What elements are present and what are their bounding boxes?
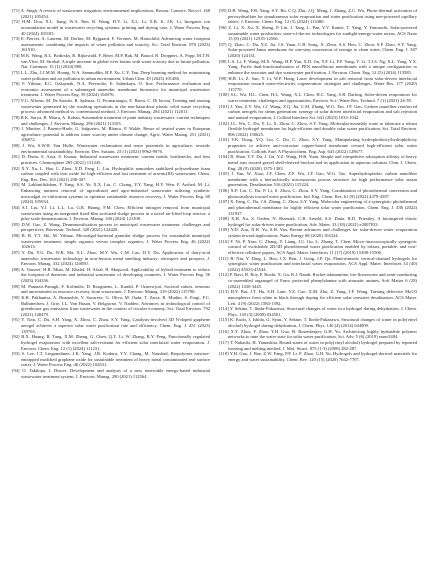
reference-entry: [86] B. B. Y.T. Shi, M. Yilmaz, Microalgal-bacterial granular sludge process for sustainable municipal wastewater treatment: simple organics versus complex organics, J. Water Process Eng. 46 (2022) 102613.: [12, 233, 210, 250]
reference-entry: [108] X.H. Xu, S. Ozden, N. Bizmark, C.B. Arnold, S.S. Datta, R.D. Priestley, A bioinspired elastic hydrogel for solar-driven water purification, Adv. Mater. 33 (18) (2021) e2007833.: [219, 216, 417, 227]
reference-entry: [110] F. Ni, P. Xiao, C. Zhang, Y. Liang, J.C. Gu, L. Zhang, T. Chen, Micro-/macroscopically synergetic control of switchable 2D/3D photothermal water purification enabled by robust, portable, and cost-effective cellulose papers, ACS Appl. Mater. Interfaces 11 (17) (2019) 15498-15506.: [219, 238, 417, 255]
reference-entry: [117] T. Nakaoki, H. Yamashita, Bound states of water in poly(vinyl alcohol) hydrogel prepared by repeated freezing and melting method, J. Mol. Struct. 875 (1-3) (2008) 282-287.: [219, 339, 417, 351]
reference-entry: [106] X.P. Liu, C. Du, P. Li, S. Zhou, C. Zhou, S.Y. Yang, Combination of photothermal conversion and photocatalysis toward water purification, Ind. Eng. Chem. Res. 61 (9) (2022) 4379-4387.: [219, 188, 417, 199]
reference-entry: [101] J. Yan, Z.Y. Wu, J.J. Wang, Z.Q. Jia, C.M. Zhang, W.G. Tao, J.F. Gao, Carbon nanofiber reinforced carbon aerogels for steam generation: synergy of solar driven interfacial evaporation and salt rejection and natural evaporation, J. Colloid Interface Sci. 641 (2023) 1033-1042.: [219, 103, 417, 120]
reference-entry: [109] Y.D. Zou, N.H. Yu, S.H. Yan, Recent advances and challenges for solar-driven water evaporation system toward applications, Nano Energy 68 (2020) 104324.: [219, 227, 417, 238]
reference-entry: [114] Y. Sekine, T. Ikeda-Fukazawa, Structural changes of water in a hydrogel during dehydration, J. Chem. Phys. 130 (3) (2009) 034501.: [219, 306, 417, 317]
reference-entry: [100] S.L. Wu, H.L. Chen, H.L. Wang, X.L. Chen, H.C. Yang, S.B. Darling, Solar-driven evaporators for water treatment: challenges and opportunities, Environ. Sci.: Water Res. Technol. 7 (1) (2021) 24-39.: [219, 92, 417, 103]
reference-entry: [76] F. Yilmaz, E.C. Ozkaynak, N.A. Pereiroliz, E. Sahinkaya, O. Itoe, Performance evaluation and economic assessment of a submerged anaerobic membrane bioreactor for municipal wastewater treatment, J. Water Process Eng. 59 (2024) 104976.: [12, 81, 210, 98]
reference-entry: [107] X. Fang, C. Du, J.S. Zhang, C. Zhou, S.Y. Yang, Molecular engineering of a synergistic photothermal and photothermal membrane for highly efficient solar water purification, Chem. Eng. J. 436 (2022) 131937.: [219, 199, 417, 216]
reference-entry: [118] Y.H. Guo, J. Bae, Z.W. Fang, P.P. Li, F. Zhao, G.H. Yu, Hydrogels and hydrogel-derived materials for energy and water sustainability, Chem. Rev. 120 (15) (2020) 7642-7707.: [219, 351, 417, 362]
reference-entry: [116] X.Y. Zhou, F. Zhao, Y.H. Guo, B. Rosenberger, G.H. Yu, Architecting highly hydratable polymer networks to tune the water state for solar water purification, Sci. Adv. 5 (6) (2019) eaaw5484.: [219, 328, 417, 340]
reference-entry: [85] D.W. Gao, Z. Wang, Deammonification process in municipal wastewater treatment: challenges and perspectives, Bioresour. Technol. 320 (2021) 124420.: [12, 221, 210, 233]
reference-entry: [102] J.L. Wu, C. Du, Y. Li, X. Zhou, C. Zhou, S.Y. Yang, Molecular-assembly route to fabricate a robust flexible hydrogel membrane for high-efficient and durable solar water purification, Sci. Total Environ. 806 (2022) 150625.: [219, 120, 417, 137]
reference-entry: [103] Y.K. Dong, Y.Q. Liu, C. Du, C. Zhou, S.Y. Yang, Manipulating hydrophobicity/hydrophilicity properties to achieve anti-corrosion copper-based membrane toward high-efficient solar water purification, Colloids Surf. A Physicochem. Eng. Asp. 643 (2022) 128677.: [219, 137, 417, 154]
reference-entry: [81] D. Dutta, S. Arya, S. Kumar, Industrial wastewater treatment: current trends, bottlenecks, and best practices, Chemosphere 285 (2021) 131245.: [12, 154, 210, 165]
reference-entry: [73] E. Piercet, A. Laurent, M. Dorber, M. Ryjgaard, F. Verones, M. Hauschild, Advancing water footprint assessments: combining the impacts of water pollution and scarcity, Sci. Total Environ. 870 (2023) 161910.: [12, 36, 210, 53]
reference-entry: [105] J. Yan, W. Xiao, J.F. Chen, Z.F. Wu, J.F. Gao, W.G. Tao, Superhydrophobic carbon nanofiber membrane with a hierarchically macroporous porous structure for high performance solar steam generation, Desalination 516 (2021) 115224.: [219, 171, 417, 188]
reference-entry: [112] P. Ravi, B. Roy, P. Roohi, X. Gu, R.J. Nandi, Rocket-adamantine, bio-fluorescent and semi-conducting co-assembled organogel of Fmoc protected phenylalanine with aromatic amines, Soft Matter 6 (28) (2022) 1430-3445.: [219, 272, 417, 289]
reference-entry: [82] X.Y. Xu, L. Hao, L. Zhou, X.D. Fang, L. Liu, Hydrophilic nanotubes stabilized polyurethane foam carbon coupled with iron oxide for high-efficient and fast treatment of arsenic(III) wastewater, Chem. Eng. Res. Des. 165 (2021) 298-307.: [12, 165, 210, 182]
reference-entry: [95] D.B. Wang, F.R. Yang, S.Y. Bu, C.Q. Zhu, J.Q. Meng, J. Zhang, Z.C. Wu, Photo-thermal activation of peroxydisulfate for simultaneous solar evaporation and water purification using non-powered capillary fabric, J. Environ. Chem. Eng. 12 (5) (2024) 113480.: [219, 8, 417, 25]
reference-entry: [104] B. Shan, Y.Y. Du, J. Gu, Y.Z. Wang, H.B. Yuan, Simple and competitive adsorption affinity of heavy metal ions toward gravel shell-derived biochar and its application in aqueous solution, Chin. J. Chem. Eng. 28 (9) (2020) 1375-1383.: [219, 154, 417, 171]
reference-entry: [99] H.B. Li, Z. Sun, Y. Li, W.P. Hong, Laser development in salt removal from solar-driven interfacial evaporation toward water-electricity cogeneration: strategies and challenges, Water Res. 177 (2020) 115770.: [219, 75, 417, 92]
reference-entry: [91] Y. Tian, C. Du, S.H. Yang, X. Zhou, C. Zhou, S.Y. Yang, Catalysis-involved 3D N-doped graphene aerogel achieves a superior solar water purification rate and efficiency, Chem. Eng. J. 451 (2023) 139703.: [12, 317, 210, 334]
reference-entry: [83] M. Lakhmifidohan, F. Yang, S.S. Ye, X.X. Liu, C. Chung, Y.Y. Yang, H.Y. Wen, F. Arshed, M. Li, Enhancing nutrient removal of agricultural and agro-industrial wastewater utilizing synthetic microalgal co-cultivation systems to optimize sustainable resource recovery, J. Water Process Eng. 60 (2024) 105034.: [12, 182, 210, 205]
references-column-right: [219, 8, 417, 362]
reference-entry: [93] S. Lee, I.T. Lingamdinne, J.K. Yang, J.R. Koduru, Y.Y. Chang, M. Naushad, Biopolymer mixture-entrapped modified graphene oxide for sustainable treatment of heavy metal contaminated real surface water, J. Water Process Eng. 46 (2022) 102631.: [12, 351, 210, 368]
reference-entry: [90] K.R. Pakhanisa, A. Buamohle, V. Savarese, G. Oliva, M. Oada, T. Zarra, R. Muduo, S. Fragi, F.C. Balhinechen, J. Grie, I.L. Van Hasan, V. Belgiorno, V. Naddeo, Advances in technological control of greenhouse gas emissions from wastewater in the context of circular economy, Sci. Total Environ. 792 (2021) 148479.: [12, 294, 210, 317]
reference-entry: [97] Q. Zhao, C. Du, Y.Z. Jia, J.S. Yuan, C.B. Song, X. Zhou, S.S. Hou, C. Zhou, S.P. Zhao, S.Y. Yang, Solar-powered Janus membrane for one-step conversion of sewage to clean water, Chem. Eng. J. 387 (2020) 124131.: [219, 41, 417, 58]
reference-entry: [115] K. Kudo, J. Ishida, G. Syuu, Y. Sekine, T. Ikeda-Fukazawa, Structural changes of water in poly(vinyl alcohol) hydrogel during dehydration, J. Chem. Phys. 140 (4) (2014) 044909.: [219, 317, 417, 328]
reference-entry: [92] B.X. Huang, R. Tang, X.M. Zheng, G. Chen, Q.Y. Li, W. Zhang, B.Y. Peng, Functionally regulated hydrogel evaporators with excellent salt-resistant for efficient solar interfacial water evaporation, J. Environ. Chem. Eng. 12 (1) (2024) 111231.: [12, 334, 210, 351]
reference-entry: [78] R.K. Surya, B. Marra, A. Kohan, Sustainable treatment of paint industry wastewater: current techniques and challenges, J. Environ. Manag. 296 (2021) 113105.: [12, 114, 210, 126]
reference-entry: [84] S.J. Liu, Y.J. Li, L.L. Lu, G.R. Huang, F.M. Chen, Efficient nitrogen removal from municipal wastewater using an integrated fixed-film activated sludge process in a novel air-lifted loop reactor: a pilot-scale demonstration, J. Environ. Manag. 340 (2024) 121108.: [12, 204, 210, 222]
reference-entry: [72] H.M. Dou, X.L. Jiang, W.A. Ren, B. Wang, H.Y. Li, X.L. Li, X.B. Ji, J.K. Li, Inorganic ion accumulation model in wastewater recycling systems: printing and dyeing case, J. Water Process Eng. 40 (2024) 105183.: [12, 19, 210, 36]
reference-entry: [111] R. Niu, Y. Ding, L. Hao, J.X. Ren, J. Gong, J.P. Qu, Plant-mimetic vertical-channel hydrogels for synergistic water purification and interfacial water evaporation, ACS Appl. Mater. Interfaces 14 (40) (2022) 45533-45544.: [219, 255, 417, 272]
reference-entry: [96] Z. Li, X. Xu, X. Sheng, P. Lin, J. Tang, L. Pan, Y.V. Kaneti, T. Yang, Y. Yamauchi, Solar-powered sustainable water production: state-of-the-art technologies for sunlight-energy-water nexus, ACS Nano 15 (8) (2021) 12535-12566.: [219, 24, 417, 42]
reference-entry: [80] J. Wu, S.W.H. Van Hulle, Wastewater reclamation and reuse potentials in agriculture: towards environmental sustainability, Environ. Dev. Sustain. 23 (1) (2021) 9962-9976.: [12, 143, 210, 154]
reference-entry: [88] A. Tauseef, H.R. Mian, M. Khalid, H. Afzal, H. Maqsood, Applicability of hybrid treatment to reduce the footprint of domestic and industrial wastewater of developing countries, J. Water Process Eng. 56 (2023) 104336.: [12, 266, 210, 283]
reference-entry: [89] M. Pantazis-Panagli, F. Kofinidis, D. Roogmens, L. Kandil, P. Ozarewjczi, Societal values, tensions and uncertainties in resource recovery from wastewater, J. Environ. Manag. 319 (2022) 115798.: [12, 283, 210, 295]
reference-entry: [79] J. Minière, J. Buenio-Harle, G. Salgueiro, M. Blanco, P. Walde, Reuse of treated water in European agriculture: potential to address water scarcity under climate change, Agric. Water Manag. 251 (2021) 106872.: [12, 126, 210, 143]
reference-entry: [94] O. Takilopa, I. Dincer, Development and analysis of a new renewable energy-based industrial wastewater treatment system, J. Environ. Manag. 290 (2021) 112564.: [12, 368, 210, 379]
reference-entry: [77] V.G. Alfonsi, M. De Sanctis, R. Splenza, G. Prontaratagio, E. Barca, C. Di Iaconi, Treating and reusing wastewater generated by the washing operations in the non-hazardous plastic solid waste recycling process: advanced method vs. conventional method, J. Environ. Manag. 284 (2021) 112011.: [12, 98, 210, 115]
reference-entry: [87] Y. Du, Y.G. Du, W.R. Ma, X.L. Zhao, M.Y. Wu, C.M. Cao, D.Y. Du, Application of dairy-acid anaerobic wastewater technology in non-ferrous metal smelting industry: retrospect and prospect, J. Environ. Manag. 332 (2024) 120050.: [12, 249, 210, 267]
references-column-left: [12, 8, 210, 379]
reference-entry: [74] M.K. Wang, R.L. Bodirsky, R. Rijkewald, F. Beier, M.P. Bak, M. Batool, B. Droppers, A. Popp, M.T.H. van Vliet, M. Strokal, A triple increase in global river basins with water scarcity due to future pollution, Nat. Commun. 15 (1) (2024) 880.: [12, 53, 210, 70]
reference-entry: [71] A. Singh, A review of wastewater irrigation: environmental implications, Resour. Conserv. Recycl. 168 (2021) 105454.: [12, 8, 210, 19]
reference-entry: [75] L.L. Zhu, J.J.M.M. Hoang, N.A. Samnuddin, H.P. Xu, C.Y. Tan, Deep learning method for minimizing water pollution and air pollution in urban environment, Urban Clim. 49 (2023) 101486.: [12, 69, 210, 81]
reference-entry: [113] H.Y. Bai, J.T. Hu, S.H. Lam, Y.Z. Cao, X.M. Zhu, Z. Yang, J.F. Wang, Turning defective MoO3 nanospheres from white to black through doping for efficient solar seawater desalination, ACS Mater. Lett. 4 (9) (2022) 1584-1592.: [219, 289, 417, 306]
reference-entry: [98] L.S. Li, F. Wang, M.X. Wang, H.P. Yan, X.D. Jin, Y.F. Li, F.F. Yang, Y. Li, T.J.S. Ng, X.L. Yang, Y.X. Yang, Facile dual-functionalization of PEN nanofibrous membranes with a unique configuration to enhance the seawater and dye wastewater purification, J. Environ. Chem. Eng. 12 (5) (2024) 113585.: [219, 58, 417, 75]
